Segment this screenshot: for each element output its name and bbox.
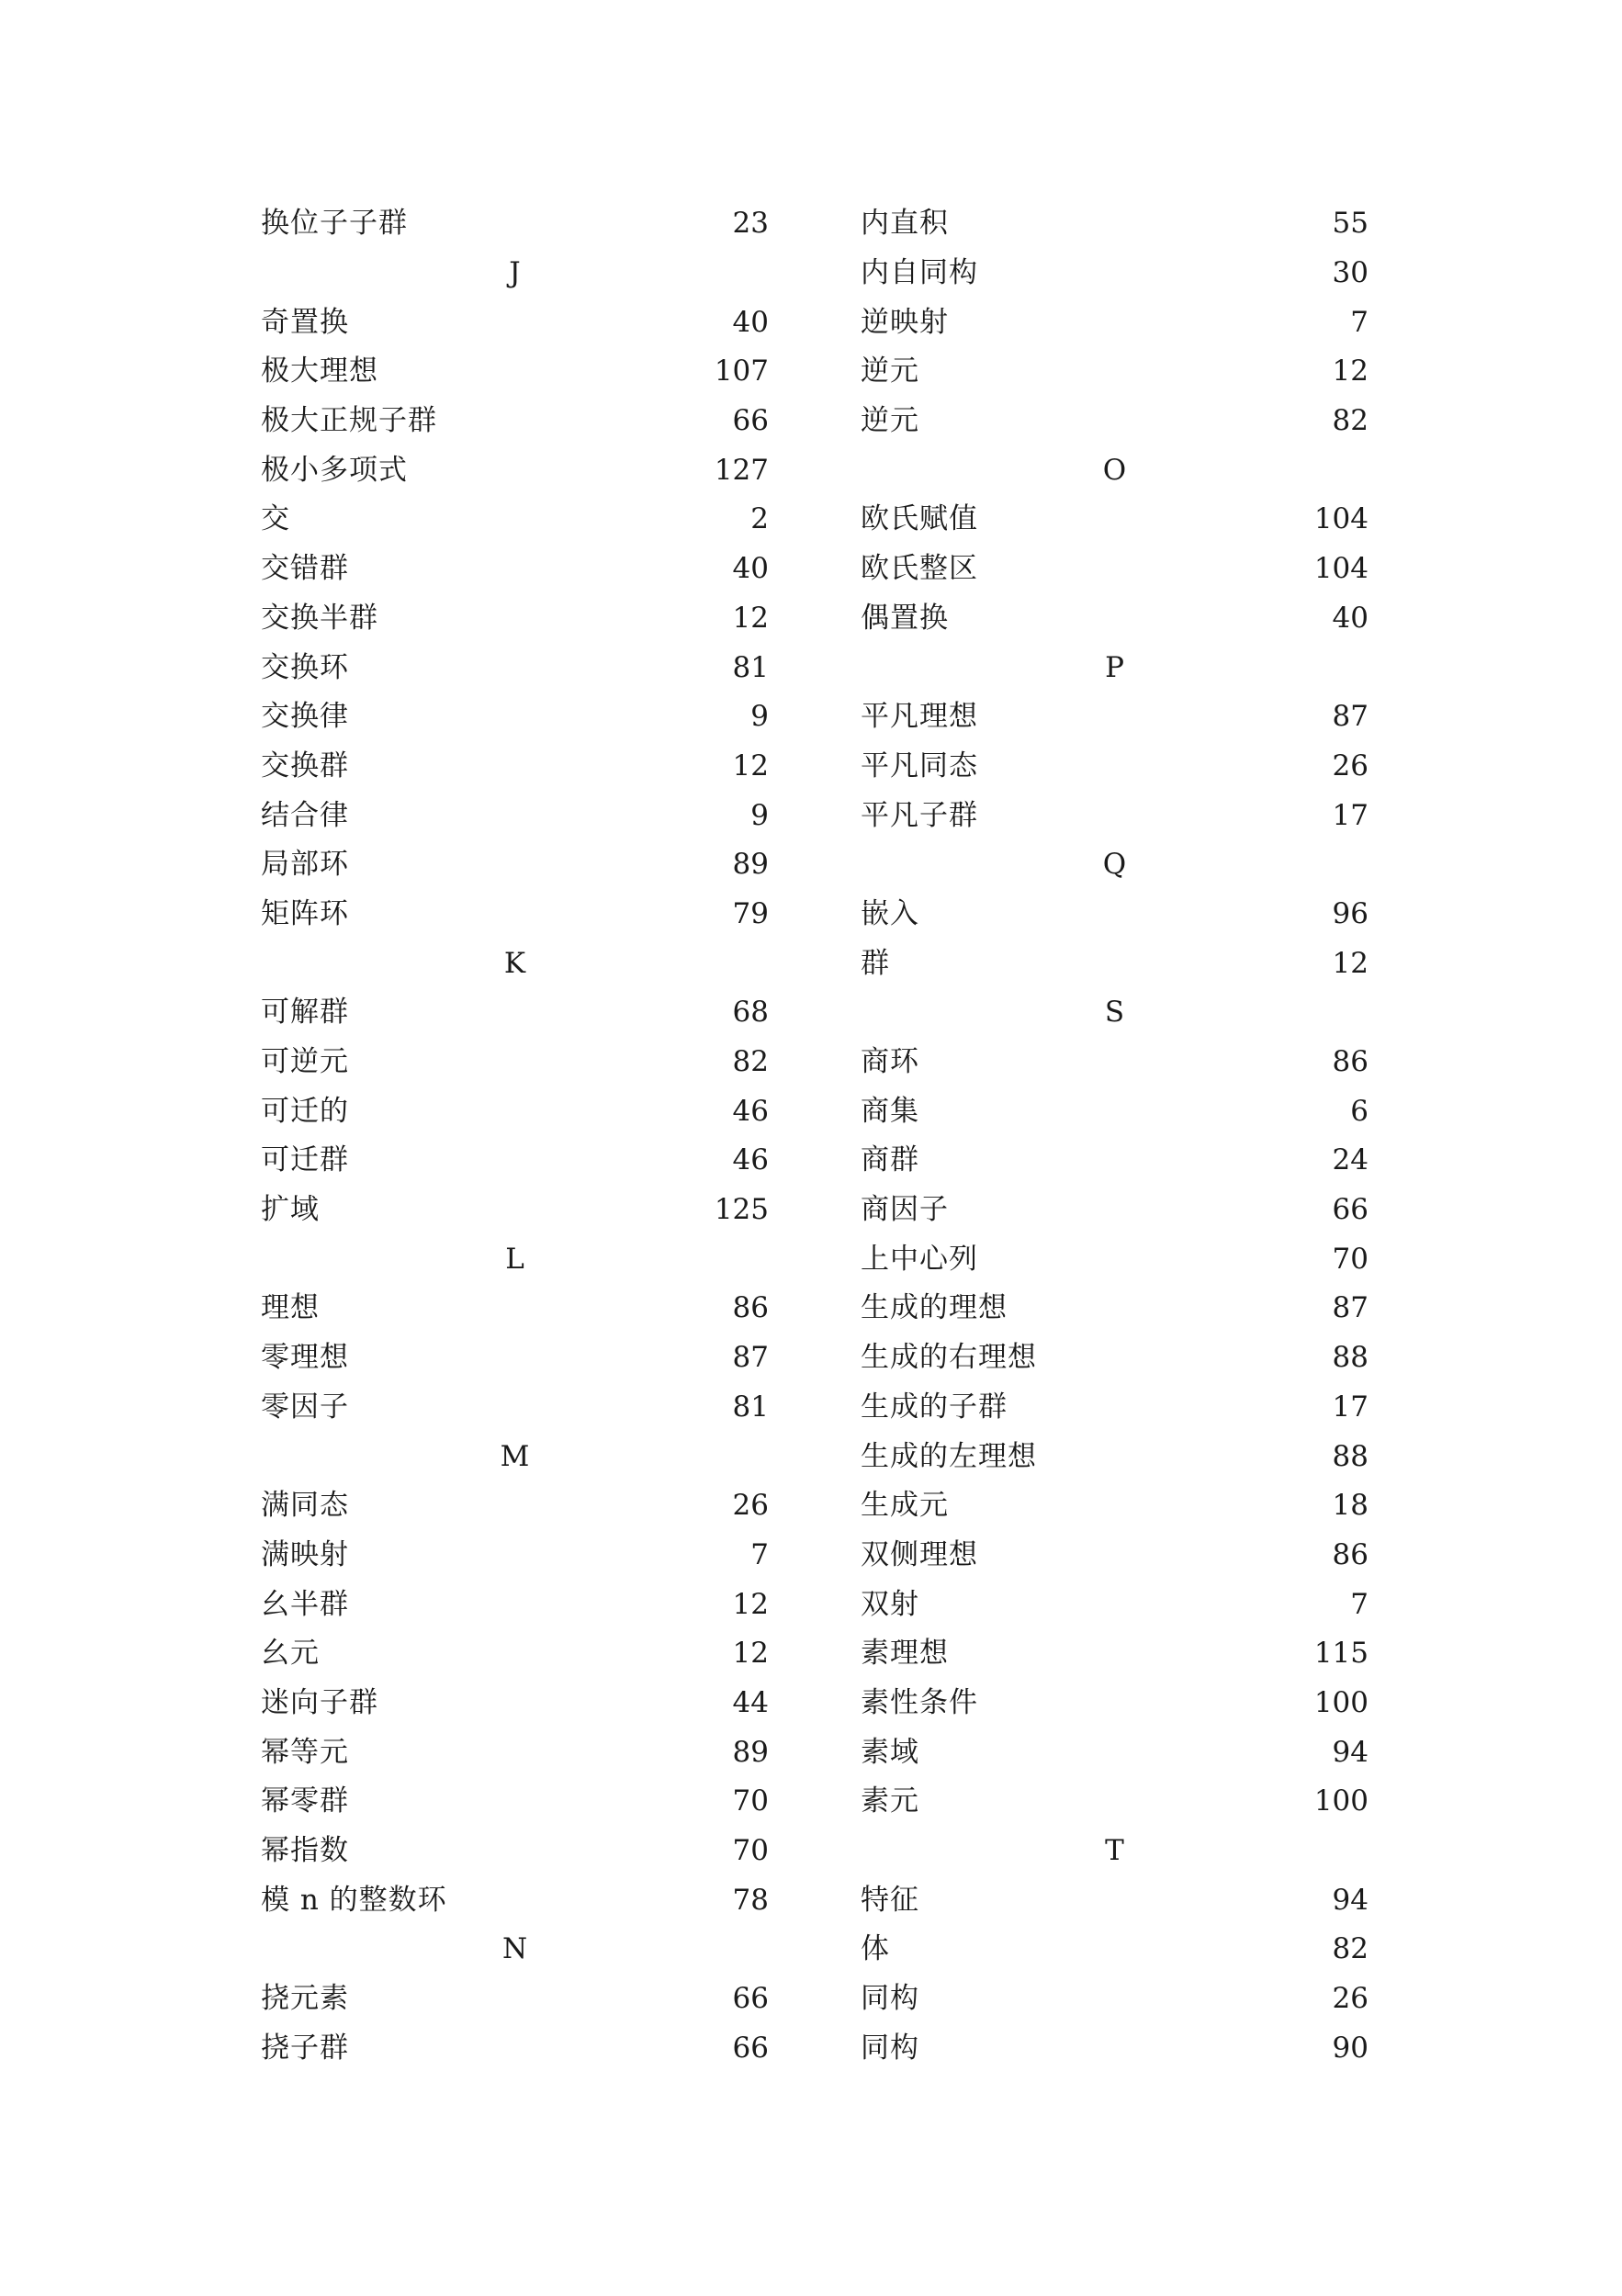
index-entry <box>261 1186 769 1235</box>
index-entry <box>861 1086 1369 1136</box>
index-term: 扩域 <box>261 1193 320 1227</box>
index-page-number: 26 <box>1332 1982 1369 2016</box>
index-entry <box>261 1481 769 1531</box>
index-entry <box>261 298 769 347</box>
letter-heading-text: T <box>1105 1834 1124 1868</box>
index-entry <box>861 1234 1369 1284</box>
index-page-number: 66 <box>732 1982 769 2016</box>
index-page-number: 40 <box>732 305 769 339</box>
index-term: 挠子群 <box>261 2031 349 2065</box>
index-page-number: 66 <box>732 404 769 438</box>
index-entry <box>261 1531 769 1581</box>
index-term: 幺元 <box>261 1637 320 1671</box>
index-page-number: 78 <box>732 1883 769 1917</box>
index-entry <box>861 1383 1369 1433</box>
index-term: 内直积 <box>861 207 949 241</box>
index-entry <box>261 1383 769 1433</box>
index-entry <box>261 1580 769 1629</box>
index-page-number: 2 <box>750 502 769 536</box>
letter-heading-text: P <box>1105 650 1124 684</box>
index-page-number: 18 <box>1332 1489 1369 1523</box>
index-page-number: 82 <box>1332 404 1369 438</box>
index-page-number: 9 <box>750 798 769 832</box>
index-page-number: 127 <box>714 453 769 487</box>
index-page-number: 66 <box>1332 1193 1369 1227</box>
index-page-number: 66 <box>732 2031 769 2065</box>
index-page-number: 82 <box>1332 1932 1369 1966</box>
index-entry <box>261 1086 769 1136</box>
index-entry <box>261 1777 769 1827</box>
index-page-number: 70 <box>732 1784 769 1818</box>
index-term: 满映射 <box>261 1537 349 1571</box>
index-entry <box>861 1136 1369 1186</box>
index-entry <box>861 397 1369 446</box>
letter-heading-text: L <box>505 1242 524 1276</box>
index-page-number: 81 <box>732 1390 769 1424</box>
index-entry <box>261 1284 769 1334</box>
index-term: 生成的左理想 <box>861 1439 1037 1473</box>
index-entry <box>861 742 1369 792</box>
index-page-number: 6 <box>1350 1094 1369 1128</box>
index-letter-heading <box>861 445 1369 495</box>
index-page-number: 87 <box>732 1341 769 1375</box>
index-letter-heading <box>261 939 769 988</box>
index-entry <box>261 495 769 545</box>
index-term: 双射 <box>861 1587 919 1621</box>
index-term: 零理想 <box>261 1341 349 1375</box>
index-term: 逆元 <box>861 404 919 438</box>
letter-heading-text: K <box>503 946 526 980</box>
index-entry <box>861 2023 1369 2073</box>
index-term: 商集 <box>861 1094 919 1128</box>
index-entry <box>861 1629 1369 1679</box>
index-entry <box>261 988 769 1038</box>
index-page-number: 55 <box>1332 207 1369 241</box>
index-term: 平凡同态 <box>861 748 978 782</box>
index-page-number: 86 <box>1332 1045 1369 1079</box>
index-page-number: 81 <box>732 650 769 684</box>
index-column-right <box>861 199 1369 2073</box>
index-term: 交换律 <box>261 700 349 734</box>
index-page-number: 24 <box>1332 1143 1369 1177</box>
index-entry <box>261 397 769 446</box>
index-entry <box>861 1186 1369 1235</box>
index-page-number: 87 <box>1332 1291 1369 1325</box>
index-term: 结合律 <box>261 798 349 832</box>
index-term: 模 n 的整数环 <box>261 1883 447 1917</box>
index-term: 素元 <box>861 1784 919 1818</box>
index-entry <box>861 890 1369 940</box>
index-term: 极大理想 <box>261 355 378 388</box>
index-entry <box>861 594 1369 644</box>
index-entry <box>261 840 769 890</box>
index-entry <box>861 347 1369 397</box>
index-page-number: 12 <box>732 748 769 782</box>
index-term: 同构 <box>861 1982 919 2016</box>
index-term: 生成的右理想 <box>861 1341 1037 1375</box>
index-entry <box>861 692 1369 742</box>
index-page-number: 46 <box>732 1094 769 1128</box>
index-term: 商环 <box>861 1045 919 1079</box>
index-term: 平凡子群 <box>861 798 978 832</box>
index-page-number: 88 <box>1332 1341 1369 1375</box>
index-term: 交 <box>261 502 290 536</box>
index-page-number: 125 <box>714 1193 769 1227</box>
index-letter-heading <box>261 1925 769 1975</box>
index-entry <box>861 199 1369 249</box>
index-term: 素理想 <box>861 1637 949 1671</box>
index-page-number: 12 <box>732 1587 769 1621</box>
index-page-number: 17 <box>1332 1390 1369 1424</box>
index-page-number: 26 <box>1332 748 1369 782</box>
index-page-number: 82 <box>732 1045 769 1079</box>
index-term: 平凡理想 <box>861 700 978 734</box>
index-term: 可逆元 <box>261 1045 349 1079</box>
index-term: 交换群 <box>261 748 349 782</box>
index-entry <box>861 298 1369 347</box>
index-entry <box>861 1580 1369 1629</box>
index-letter-heading <box>861 643 1369 692</box>
index-entry <box>261 199 769 249</box>
index-term: 生成的子群 <box>861 1390 1008 1424</box>
index-page-number: 46 <box>732 1143 769 1177</box>
index-entry <box>261 1679 769 1728</box>
letter-heading-text: S <box>1104 996 1125 1030</box>
index-term: 满同态 <box>261 1489 349 1523</box>
index-page-number: 86 <box>732 1291 769 1325</box>
index-letter-heading <box>261 1432 769 1481</box>
index-entry <box>261 1629 769 1679</box>
index-entry <box>861 1777 1369 1827</box>
index-term: 幂零群 <box>261 1784 349 1818</box>
index-term: 矩阵环 <box>261 896 349 930</box>
index-term: 群 <box>861 946 890 980</box>
index-page-number: 12 <box>1332 946 1369 980</box>
index-letter-heading <box>261 249 769 298</box>
index-entry <box>261 347 769 397</box>
index-term: 内自同构 <box>861 256 978 290</box>
index-term: 挠元素 <box>261 1982 349 2016</box>
index-letter-heading <box>861 988 1369 1038</box>
index-term: 奇置换 <box>261 305 349 339</box>
index-entry <box>261 1975 769 2024</box>
index-term: 极小多项式 <box>261 453 408 487</box>
index-page-number: 7 <box>1350 305 1369 339</box>
index-page-number: 17 <box>1332 798 1369 832</box>
index-entry <box>261 594 769 644</box>
index-page-number: 44 <box>732 1685 769 1719</box>
index-page-number: 30 <box>1332 256 1369 290</box>
index-entry <box>861 1334 1369 1383</box>
index-term: 生成元 <box>861 1489 949 1523</box>
index-term: 极大正规子群 <box>261 404 437 438</box>
index-page-number: 12 <box>732 1637 769 1671</box>
index-term: 可解群 <box>261 996 349 1030</box>
index-entry <box>861 495 1369 545</box>
index-term: 局部环 <box>261 848 349 882</box>
index-entry <box>261 1334 769 1383</box>
index-page-number: 70 <box>732 1834 769 1868</box>
index-page-number: 107 <box>714 355 769 388</box>
index-term: 特征 <box>861 1883 919 1917</box>
index-term: 理想 <box>261 1291 320 1325</box>
index-page-number: 115 <box>1313 1637 1369 1671</box>
index-entry <box>861 1975 1369 2024</box>
index-page-number: 7 <box>750 1537 769 1571</box>
index-entry <box>261 545 769 594</box>
index-page-number: 7 <box>1350 1587 1369 1621</box>
index-page-number: 86 <box>1332 1537 1369 1571</box>
index-entry <box>861 1284 1369 1334</box>
index-term: 零因子 <box>261 1390 349 1424</box>
letter-heading-text: M <box>500 1439 530 1473</box>
index-page-number: 40 <box>732 552 769 586</box>
index-page-number: 79 <box>732 896 769 930</box>
index-page-number: 88 <box>1332 1439 1369 1473</box>
index-entry <box>261 1136 769 1186</box>
index-term: 生成的理想 <box>861 1291 1008 1325</box>
index-entry <box>861 545 1369 594</box>
index-entry <box>861 939 1369 988</box>
index-term: 欧氏整区 <box>861 552 978 586</box>
index-page-number: 94 <box>1332 1735 1369 1769</box>
index-term: 体 <box>861 1932 890 1966</box>
index-term: 换位子子群 <box>261 207 408 241</box>
index-term: 幂指数 <box>261 1834 349 1868</box>
index-entry <box>861 249 1369 298</box>
index-term: 上中心列 <box>861 1242 978 1276</box>
index-letter-heading <box>861 840 1369 890</box>
index-entry <box>261 1038 769 1087</box>
index-page-number: 104 <box>1313 552 1369 586</box>
index-term: 可迁群 <box>261 1143 349 1177</box>
index-page-number: 96 <box>1332 896 1369 930</box>
index-entry <box>261 692 769 742</box>
index-term: 幺半群 <box>261 1587 349 1621</box>
index-entry <box>861 1481 1369 1531</box>
index-entry <box>861 1925 1369 1975</box>
index-page-number: 26 <box>732 1489 769 1523</box>
index-entry <box>861 1728 1369 1777</box>
index-entry <box>861 1679 1369 1728</box>
index-letter-heading <box>261 1234 769 1284</box>
index-column-left <box>261 199 769 2073</box>
index-entry <box>861 1432 1369 1481</box>
index-term: 偶置换 <box>861 601 949 635</box>
index-entry <box>261 1728 769 1777</box>
index-page-number: 100 <box>1313 1784 1369 1818</box>
index-entry <box>261 2023 769 2073</box>
index-term: 交换半群 <box>261 601 378 635</box>
index-term: 双侧理想 <box>861 1537 978 1571</box>
index-term: 交错群 <box>261 552 349 586</box>
index-term: 交换环 <box>261 650 349 684</box>
index-page-number: 104 <box>1313 502 1369 536</box>
index-entry <box>261 742 769 792</box>
index-term: 同构 <box>861 2031 919 2065</box>
index-page-number: 9 <box>750 700 769 734</box>
index-entry <box>261 445 769 495</box>
index-page-number: 12 <box>1332 355 1369 388</box>
index-page-number: 40 <box>1332 601 1369 635</box>
index-entry <box>261 791 769 840</box>
index-entry <box>861 791 1369 840</box>
index-entry <box>261 643 769 692</box>
index-entry <box>261 890 769 940</box>
index-letter-heading <box>861 1827 1369 1876</box>
index-page-number: 70 <box>1332 1242 1369 1276</box>
index-entry <box>861 1531 1369 1581</box>
index-term: 逆映射 <box>861 305 949 339</box>
index-term: 商群 <box>861 1143 919 1177</box>
index-entry <box>261 1827 769 1876</box>
index-term: 素域 <box>861 1735 919 1769</box>
index-entry <box>861 1038 1369 1087</box>
index-term: 素性条件 <box>861 1685 978 1719</box>
index-term: 嵌入 <box>861 896 919 930</box>
letter-heading-text: J <box>509 256 521 290</box>
index-page-number: 12 <box>732 601 769 635</box>
index-page-number: 89 <box>732 848 769 882</box>
index-page-number: 87 <box>1332 700 1369 734</box>
index-page-number: 90 <box>1332 2031 1369 2065</box>
letter-heading-text: N <box>501 1932 528 1966</box>
index-page-number: 100 <box>1313 1685 1369 1719</box>
index-entry <box>261 1875 769 1925</box>
index-page-number: 89 <box>732 1735 769 1769</box>
index-term: 欧氏赋值 <box>861 502 978 536</box>
letter-heading-text: O <box>1102 453 1127 487</box>
letter-heading-text: Q <box>1102 848 1127 882</box>
index-page-number: 94 <box>1332 1883 1369 1917</box>
index-term: 幂等元 <box>261 1735 349 1769</box>
index-page-number: 68 <box>732 996 769 1030</box>
index-term: 可迁的 <box>261 1094 349 1128</box>
index-term: 迷向子群 <box>261 1685 378 1719</box>
index-page-number: 23 <box>732 207 769 241</box>
index-term: 逆元 <box>861 355 919 388</box>
index-term: 商因子 <box>861 1193 949 1227</box>
index-entry <box>861 1875 1369 1925</box>
